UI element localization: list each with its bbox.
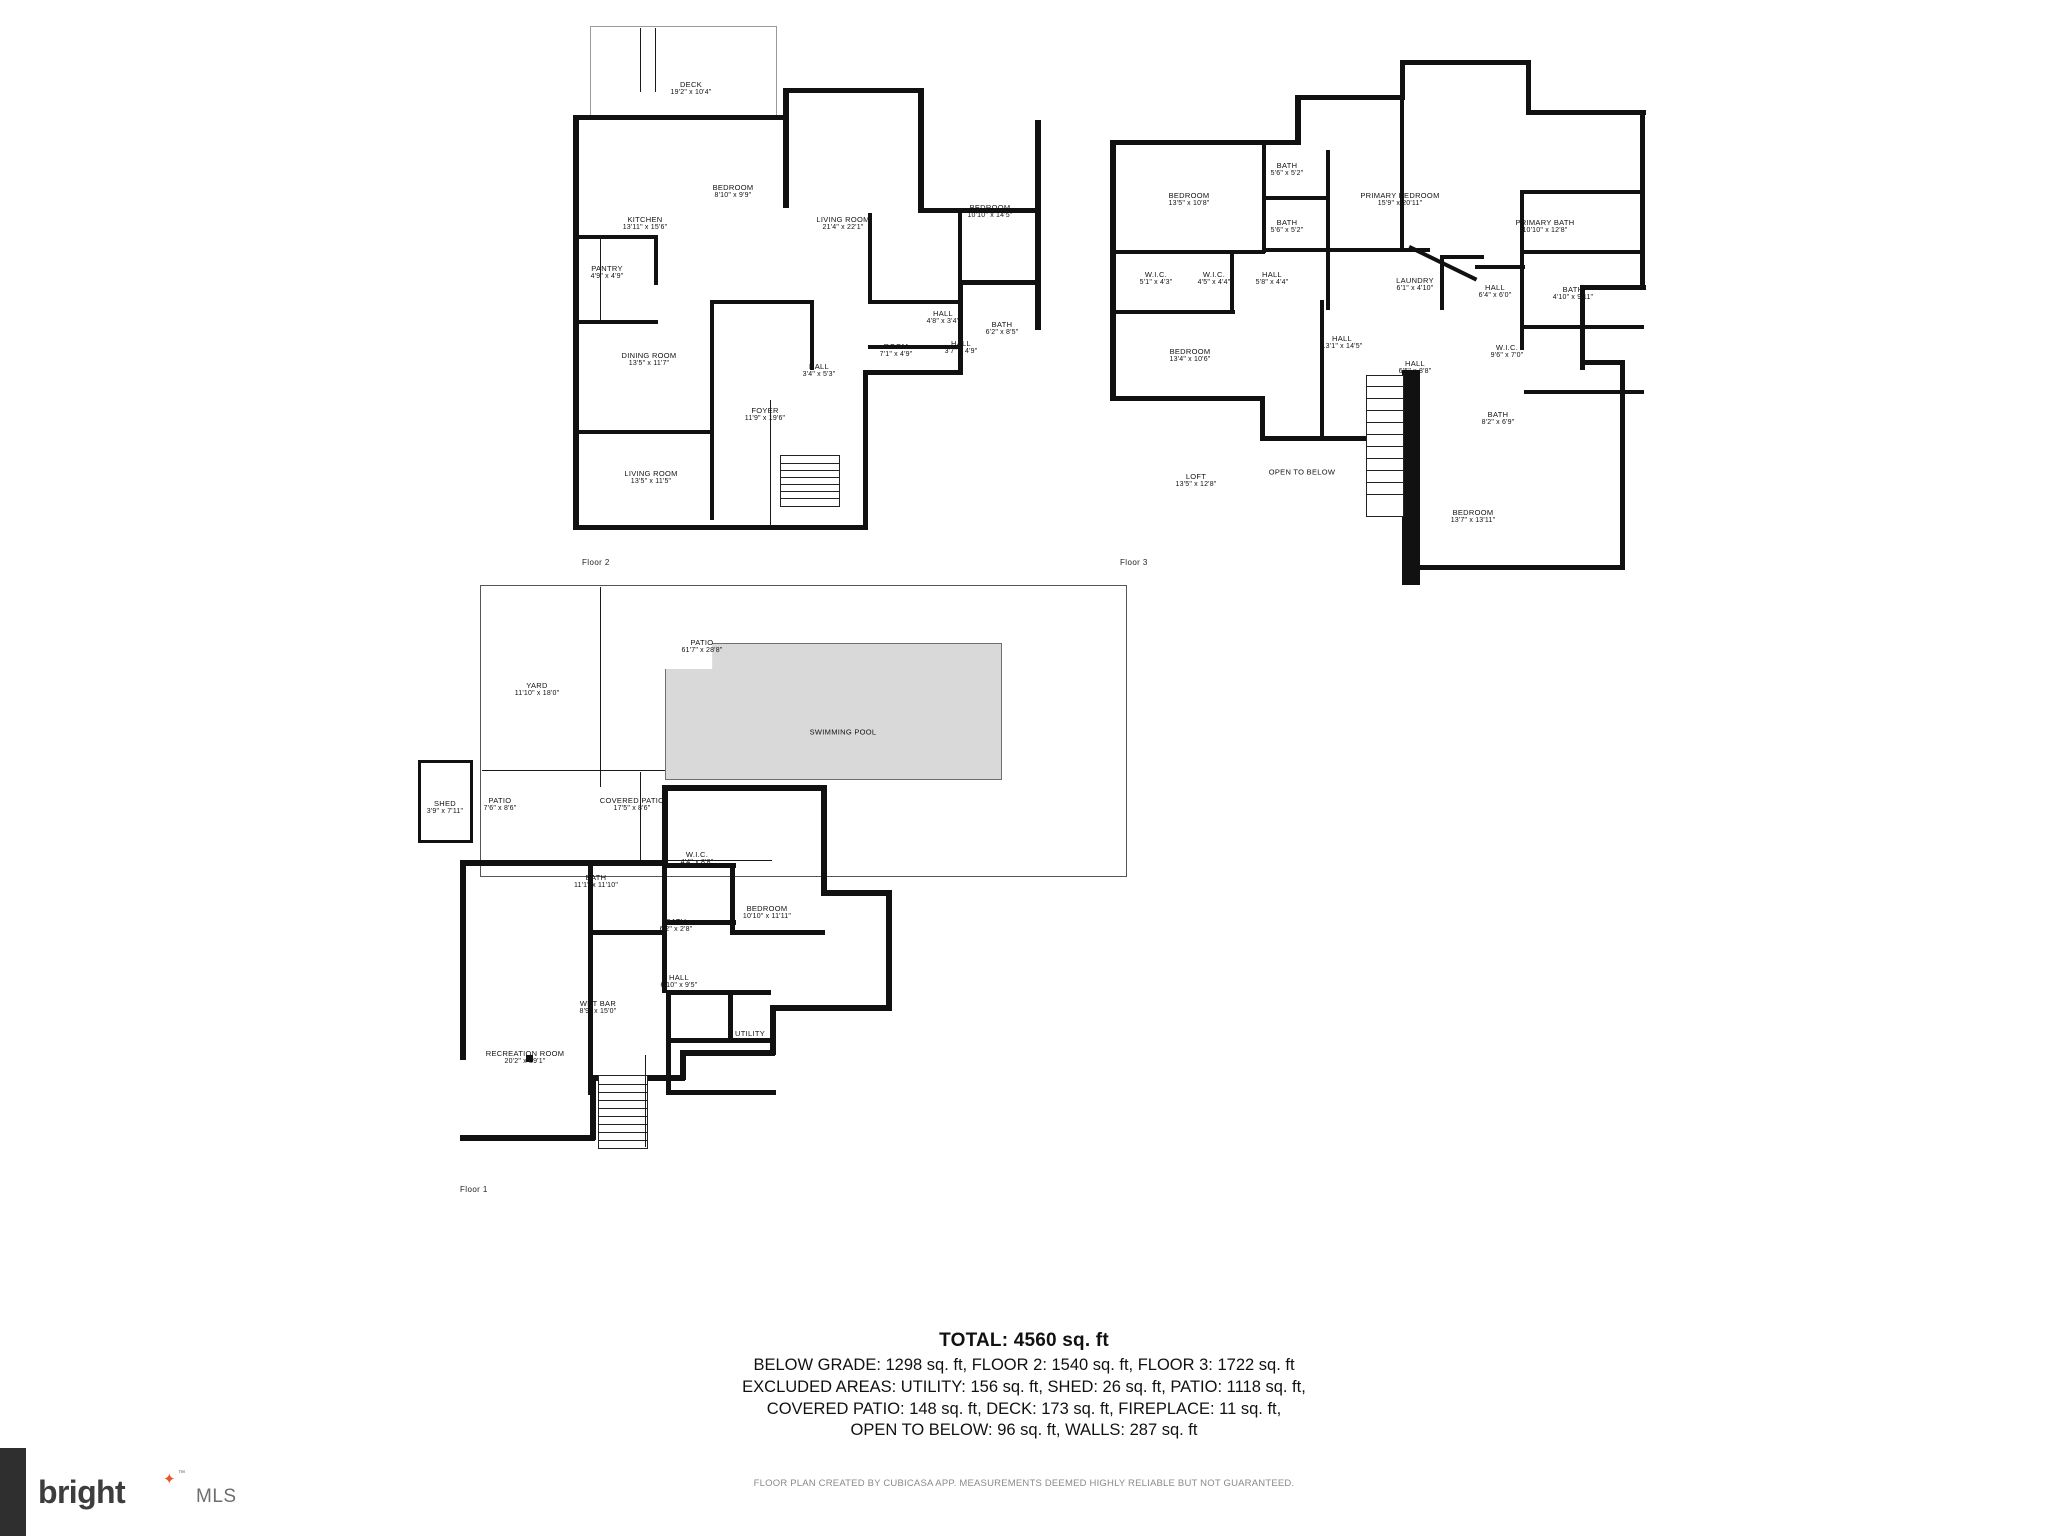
wall bbox=[1640, 110, 1645, 290]
staircase bbox=[1366, 375, 1404, 517]
wall bbox=[1110, 310, 1235, 314]
wall bbox=[1266, 248, 1326, 252]
shed-wall bbox=[470, 760, 473, 842]
room-label: BEDROOM 13'4" x 10'6" bbox=[1169, 346, 1211, 364]
logo-block bbox=[0, 1448, 26, 1536]
wall bbox=[865, 370, 963, 375]
wall bbox=[593, 930, 665, 935]
room-label: OPEN TO BELOW bbox=[1268, 467, 1336, 477]
wall bbox=[1295, 95, 1301, 145]
floor-tag-2: Floor 2 bbox=[582, 558, 610, 567]
wall bbox=[1110, 396, 1265, 401]
room-label: BATH 5'6" x 5'2" bbox=[1270, 160, 1304, 178]
room-label: PANTRY 4'9" x 4'9" bbox=[590, 263, 624, 281]
room-label: BATH 4'10" x 9'11" bbox=[1552, 284, 1594, 302]
summary-line-3: COVERED PATIO: 148 sq. ft, DECK: 173 sq. ft, FIREPLACE: 11 sq. ft, bbox=[766, 1399, 1282, 1418]
wall bbox=[1326, 150, 1330, 310]
staircase bbox=[598, 1075, 648, 1149]
room-label: W.I.C. 5'1" x 4'3" bbox=[1139, 269, 1173, 287]
wall bbox=[868, 300, 963, 304]
room-label: PRIMARY BEDROOM 15'9" x 20'11" bbox=[1360, 190, 1440, 208]
wall bbox=[1400, 60, 1405, 100]
room-label: LIVING ROOM 21'4" x 22'1" bbox=[816, 214, 870, 232]
floor-1-plan bbox=[426, 570, 1200, 1310]
wall bbox=[460, 860, 665, 866]
room-label: FOYER 11'9" x 19'6" bbox=[744, 405, 786, 423]
bright-mls-logo bbox=[0, 1448, 250, 1536]
credit-text: FLOOR PLAN CREATED BY CUBICASA APP. MEASUREMENTS DEEMED HIGHLY RELIABLE BUT NOT GUARANTEED. bbox=[753, 1478, 1295, 1489]
wall bbox=[783, 88, 789, 208]
floor-tag-1: Floor 1 bbox=[460, 1185, 488, 1194]
wall bbox=[958, 280, 1038, 285]
wall bbox=[810, 300, 814, 370]
summary-line-1: BELOW GRADE: 1298 sq. ft, FLOOR 2: 1540 sq. ft, FLOOR 3: 1722 sq. ft bbox=[753, 1356, 1295, 1374]
swimming-pool bbox=[665, 643, 1002, 780]
wall bbox=[1400, 100, 1404, 245]
wall bbox=[1110, 140, 1300, 145]
room-label: HALL 13'1" x 14'5" bbox=[1321, 333, 1363, 351]
logo-suffix: MLS bbox=[196, 1486, 237, 1507]
deck-divider-2 bbox=[655, 28, 656, 92]
room-label: BEDROOM 13'7" x 13'11" bbox=[1450, 507, 1496, 525]
wall bbox=[680, 1050, 775, 1056]
wall bbox=[1266, 196, 1326, 200]
wall bbox=[1400, 60, 1530, 65]
yard-divider bbox=[600, 587, 601, 787]
room-label: RECREATION ROOM 20'2" x 39'1" bbox=[485, 1048, 565, 1066]
room-label: W.I.C. 4'4" x 8'8" bbox=[680, 849, 714, 867]
shed-wall bbox=[418, 760, 421, 842]
wall bbox=[1444, 255, 1484, 259]
wall bbox=[1110, 140, 1116, 400]
deck-divider bbox=[640, 28, 641, 92]
room-label: HALL 3'7" x 4'9" bbox=[944, 338, 978, 356]
room-label: PATIO 61'7" x 28'8" bbox=[681, 637, 723, 655]
floor-2-plan bbox=[0, 0, 1100, 600]
wall bbox=[1524, 250, 1644, 254]
wall bbox=[886, 890, 892, 1010]
wall bbox=[645, 1055, 646, 1147]
floor-3-plan bbox=[1080, 0, 1760, 600]
wall bbox=[1320, 300, 1324, 440]
wall bbox=[730, 863, 735, 933]
room-label: DECK 19'2" x 10'4" bbox=[670, 79, 712, 97]
summary-line-2: EXCLUDED AREAS: UTILITY: 156 sq. ft, SHED: 26 sq. ft, PATIO: 1118 sq. ft, bbox=[742, 1377, 1306, 1396]
wall bbox=[573, 430, 713, 434]
hatched-wall bbox=[1402, 370, 1420, 585]
deck-outline bbox=[590, 26, 777, 118]
room-label: PATIO 7'6" x 8'6" bbox=[483, 795, 517, 813]
room-label: HALL 6'5" x 8'8" bbox=[1398, 358, 1432, 376]
room-label: LAUNDRY 6'1" x 4'10" bbox=[1396, 275, 1434, 293]
room-label: SHED 3'9" x 7'11" bbox=[426, 798, 464, 816]
wall bbox=[460, 865, 466, 1060]
wall bbox=[666, 994, 671, 1094]
wall bbox=[573, 115, 788, 120]
room-label: WET BAR 8'9" x 15'0" bbox=[579, 998, 617, 1016]
wall bbox=[918, 88, 924, 213]
logo-brand: bright bbox=[38, 1474, 126, 1510]
wall bbox=[821, 785, 827, 895]
room-label: HALL 6'4" x 6'0" bbox=[1478, 282, 1512, 300]
room-label: HALL 5'8" x 4'4" bbox=[1255, 269, 1289, 287]
summary-line-4: OPEN TO BELOW: 96 sq. ft, WALLS: 287 sq. ft bbox=[850, 1421, 1198, 1440]
wall bbox=[1524, 390, 1644, 394]
room-label: W.I.C. 4'5" x 4'4" bbox=[1197, 269, 1231, 287]
room-label: BATH 6'2" x 2'8" bbox=[659, 916, 693, 934]
spark-icon: ✦ bbox=[163, 1471, 176, 1488]
wall bbox=[666, 1090, 776, 1095]
shed-wall bbox=[418, 840, 473, 843]
room-label: W.I.C. 9'6" x 7'0" bbox=[1490, 342, 1524, 360]
wall bbox=[588, 865, 593, 1095]
room-label: BATH 6'2" x 8'5" bbox=[985, 319, 1019, 337]
room-label: ROOM 7'1" x 4'9" bbox=[879, 341, 913, 359]
wall bbox=[460, 1135, 595, 1141]
room-label: LOFT 13'5" x 12'8" bbox=[1175, 471, 1217, 489]
room-label: YARD 11'10" x 18'0" bbox=[514, 680, 560, 698]
wall bbox=[654, 235, 658, 285]
wall bbox=[1475, 265, 1525, 269]
wall bbox=[958, 213, 962, 283]
wall bbox=[573, 320, 658, 324]
wall bbox=[783, 88, 923, 93]
room-label: LIVING ROOM 13'5" x 11'5" bbox=[624, 468, 678, 486]
wall bbox=[958, 280, 963, 375]
wall bbox=[573, 235, 658, 239]
wall bbox=[1110, 250, 1265, 254]
room-label: COVERED PATIO 17'5" x 8'6" bbox=[599, 795, 665, 813]
total-area: TOTAL: 4560 sq. ft bbox=[939, 1330, 1109, 1351]
staircase bbox=[780, 455, 840, 507]
wall bbox=[1524, 325, 1644, 329]
floor-tag-3: Floor 3 bbox=[1120, 558, 1148, 567]
room-label: HALL 3'4" x 5'3" bbox=[802, 361, 836, 379]
wall bbox=[1410, 565, 1625, 570]
wall bbox=[1580, 360, 1625, 365]
trademark-mark: ™ bbox=[178, 1470, 185, 1477]
wall bbox=[730, 930, 825, 935]
room-label: PRIMARY BATH 10'10" x 12'8" bbox=[1515, 217, 1575, 235]
room-label: DINING ROOM 13'5" x 11'7" bbox=[621, 350, 677, 368]
room-label: UTILITY 18'0" x 10'11" bbox=[727, 1028, 773, 1046]
wall bbox=[1524, 190, 1644, 194]
room-label: BEDROOM 8'10" x 9'9" bbox=[712, 182, 754, 200]
wall bbox=[863, 370, 868, 530]
wall bbox=[1295, 95, 1405, 100]
wall bbox=[770, 1005, 892, 1011]
room-label: HALL 6'10" x 9'5" bbox=[660, 972, 698, 990]
wall bbox=[1526, 110, 1646, 115]
wall bbox=[821, 890, 891, 896]
wall bbox=[1230, 250, 1234, 310]
room-label: BEDROOM 10'10" x 14'5" bbox=[967, 202, 1013, 220]
room-label: KITCHEN 13'11" x 15'6" bbox=[622, 214, 668, 232]
area-summary bbox=[0, 1330, 2048, 1442]
wall bbox=[714, 300, 814, 304]
room-label: SWIMMING POOL bbox=[809, 727, 877, 737]
room-label: BATH 11'1" x 11'10" bbox=[573, 872, 619, 890]
wall bbox=[573, 525, 868, 530]
wall bbox=[1260, 400, 1265, 440]
covered-patio-divider bbox=[640, 772, 641, 862]
wall bbox=[573, 270, 576, 272]
shed-wall bbox=[418, 760, 473, 763]
room-label: HALL 4'8" x 3'4" bbox=[926, 308, 960, 326]
room-label: BATH 8'2" x 6'9" bbox=[1481, 409, 1515, 427]
wall bbox=[662, 785, 827, 791]
wall bbox=[1526, 60, 1531, 115]
wall bbox=[1035, 120, 1041, 330]
room-label: BEDROOM 13'5" x 10'8" bbox=[1168, 190, 1210, 208]
wall bbox=[710, 300, 714, 520]
room-label: BEDROOM 10'10" x 11'11" bbox=[742, 903, 792, 921]
room-label: BATH 5'6" x 5'2" bbox=[1270, 217, 1304, 235]
